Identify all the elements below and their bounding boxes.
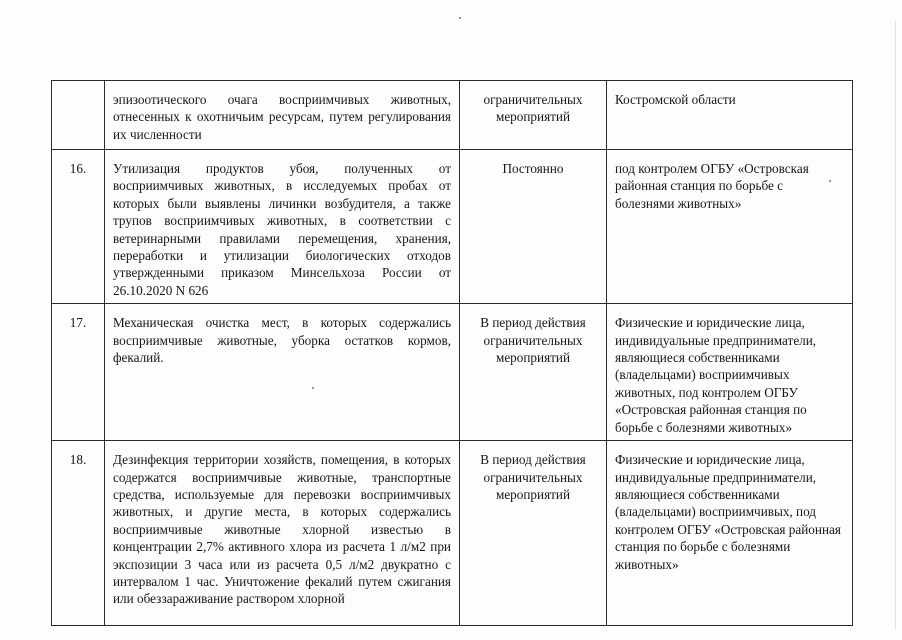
table-row <box>52 441 853 626</box>
measure-term: ограничительных мероприятий <box>460 81 607 150</box>
measure-responsible: под контролем ОГБУ «Островская районная станция по борьбе с болезнями животных» <box>607 150 853 304</box>
measures-table <box>51 80 853 626</box>
table-row <box>52 150 853 304</box>
row-number: 18. <box>52 441 105 626</box>
row-number: 16. <box>52 150 105 304</box>
measure-term: В период действия ограничительных мероприятий <box>460 304 607 441</box>
measure-responsible: Костромской области <box>607 81 853 150</box>
measure-responsible: Физические и юридические лица, индивидуальные предприниматели, являющиеся собственниками (владельцами) восприимчивых, под контролем ОГБУ «Островская районная станция по борьбе с болезнями животных» <box>607 441 853 626</box>
measure-term: Постоянно <box>460 150 607 304</box>
table-row <box>52 81 853 150</box>
measure-description: Механическая очистка мест, в которых содержались восприимчивые животные, уборка остатков кормов, фекалий. <box>105 304 460 441</box>
row-number: 17. <box>52 304 105 441</box>
measure-responsible: Физические и юридические лица, индивидуальные предприниматели, являющиеся собственниками (владельцами) восприимчивых животных, под контролем ОГБУ «Островская районная станция по борьбе с болезнями животных» <box>607 304 853 441</box>
measure-description: эпизоотического очага восприимчивых животных, отнесенных к охотничьим ресурсам, путем регулирования их численности <box>105 81 460 150</box>
measure-description: Дезинфекция территории хозяйств, помещения, в которых содержатся восприимчивые животные, транспортные средства, используемые для перевозки восприимчивых животных, и другие места, в которых содержались восприимчивые животные хлорной известью в концентрации 2,7% активного хлора из расчета 1 л/м2 при экспозиции 3 часа или из расчета 0,5 л/м2 двукратно с интервалом 1 час. Уничтожение фекалий путем сжигания или обеззараживание раствором хлорной <box>105 441 460 626</box>
scan-speck <box>459 17 461 19</box>
row-number <box>52 81 105 150</box>
measure-description: Утилизация продуктов убоя, полученных от восприимчивых животных, в исследуемых пробах от которых были выявлены личинки возбудителя, а также трупов восприимчивых животных, в соответствии с ветеринарными правилами перемещения, хранения, переработки и утилизации биологических отходов утвержденными приказом Минсельхоза России от 26.10.2020 N 626 <box>105 150 460 304</box>
scan-edge-line <box>895 20 896 630</box>
measure-term: В период действия ограничительных мероприятий <box>460 441 607 626</box>
table-row <box>52 304 853 441</box>
